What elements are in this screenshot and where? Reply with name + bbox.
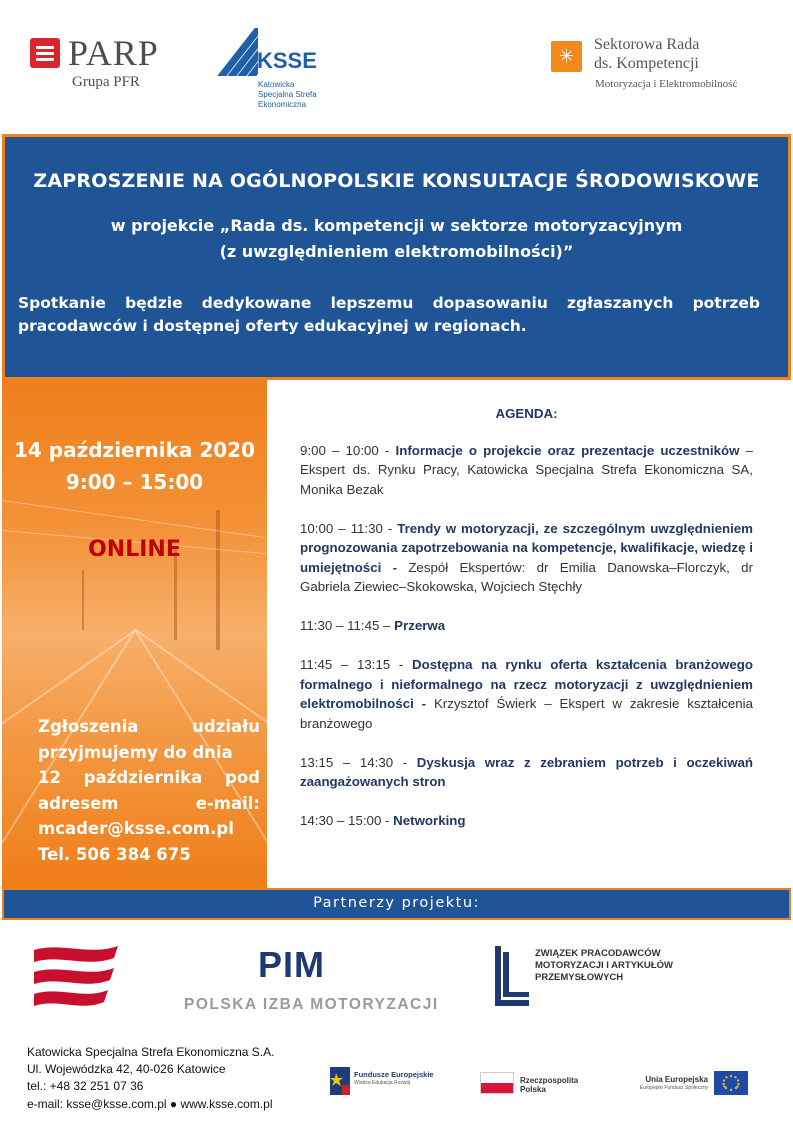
event-info-panel	[2, 380, 267, 888]
agenda-item	[300, 655, 753, 733]
rp-line1: Rzeczpospolita	[520, 1076, 579, 1085]
address-company: Katowicka Specjalna Strefa Ekonomiczna S.A.	[27, 1045, 275, 1059]
ksse-name: KSSE	[257, 48, 317, 73]
agenda-item	[300, 519, 753, 597]
address-phone: tel.: +48 32 251 07 36	[27, 1079, 144, 1094]
rzeczpospolita-logo	[480, 1072, 590, 1096]
rada-name-line1: Sektorowa Rada	[594, 36, 700, 53]
polish-flag-icon	[480, 1072, 514, 1094]
ksse-stripes-icon	[214, 24, 258, 84]
registration-line4: adresem e-mail:	[38, 793, 260, 813]
ksse-subtitle: Katowicka Specjalna Strefa Ekonomiczna	[258, 80, 317, 109]
agenda-time: 9:00 – 10:00 -	[300, 442, 396, 458]
agenda-speaker: – Ekspert ds. Rynku Pracy, Katowicka Specjalna Strefa Ekonomiczna SA, Monika Bezak	[300, 442, 753, 497]
event-mode: ONLINE	[88, 537, 181, 562]
agenda-item	[300, 753, 753, 792]
agenda-time: 10:00 – 11:30 -	[300, 520, 398, 536]
address-street: Ul. Wojewódzka 42, 40-026 Katowice	[27, 1062, 226, 1077]
address-contact[interactable]: e-mail: ksse@ksse.com.pl ● www.ksse.com.pl	[27, 1096, 273, 1111]
agenda-topic: Networking	[393, 813, 466, 828]
agenda-time: 13:15 – 14:30 -	[300, 754, 417, 770]
agenda-time: 11:30 – 11:45 –	[300, 618, 395, 633]
pim-logo	[180, 944, 439, 1016]
agenda-item	[300, 811, 753, 831]
agenda	[300, 404, 753, 850]
parp-name: PARP	[68, 33, 159, 73]
agenda-topic: Przerwa	[394, 618, 446, 633]
parp-mark-icon	[30, 38, 60, 68]
registration-phone: Tel. 506 384 675	[38, 844, 191, 864]
agenda-speaker: Zespół Ekspertów: dr Emilia Danowska–Florczyk, dr Gabriela Ziewiec–Skokowska, Wojciech Stęchły	[300, 559, 753, 594]
rp-line2: Polska	[520, 1085, 546, 1094]
rada-subtitle: Motoryzacja i Elektromobilność	[595, 78, 738, 90]
fe-subtitle: Wiedza Edukacja Rozwój	[354, 1080, 411, 1086]
registration-email-link[interactable]: mcader@ksse.com.pl	[38, 819, 234, 838]
agenda-topic: Informacje o projekcie oraz prezentacje uczestników	[395, 442, 740, 458]
banner-subtitle-line1: w projekcie „Rada ds. kompetencji w sektorze motoryzacyjnym	[110, 216, 683, 235]
rada-name-line2: ds. Kompetencji	[594, 55, 699, 72]
agenda-time: 11:45 – 13:15 -	[300, 657, 412, 672]
banner-subtitle-line2: (z uwzględnieniem elektromobilności)”	[219, 242, 574, 261]
agenda-topic: Trendy w motoryzacji, ze szczególnym uwzględnieniem prognozowania zapotrzebowania na kompetencje, kwalifikacje, wiedzę i umiejętności -	[300, 520, 753, 575]
zpm-logo	[493, 944, 683, 1008]
ksse-address	[27, 1044, 274, 1113]
agenda-time: 14:30 – 15:00 -	[300, 813, 394, 828]
banner-title: ZAPROSZENIE NA OGÓLNOPOLSKIE KONSULTACJE ŚRODOWISKOWE	[33, 170, 760, 192]
registration-line1: Zgłoszenia udziału	[38, 717, 260, 736]
eu-name: Unia Europejska	[645, 1075, 708, 1084]
pim-subtitle: POLSKA IZBA MOTORYZACJI	[184, 996, 439, 1013]
fundusze-europejskie-logo	[330, 1067, 440, 1097]
rada-mark-icon: ✳	[551, 41, 582, 72]
fe-name: Fundusze Europejskie	[354, 1070, 434, 1079]
agenda-title: AGENDA:	[495, 406, 558, 421]
fe-star-icon	[330, 1067, 350, 1095]
parp-subtitle: Grupa PFR	[72, 74, 140, 90]
zpm-mark-icon	[493, 946, 529, 1006]
eu-subtitle: Europejski Fundusz Społeczny	[639, 1085, 708, 1091]
banner-description: Spotkanie będzie dedykowane lepszemu dopasowaniu zgłaszanych potrzeb pracodawców i dostępnej oferty edukacyjnej w regionach.	[18, 294, 760, 335]
pim-name: PIM	[258, 944, 326, 985]
rada-logo	[551, 38, 766, 98]
invitation-banner	[2, 134, 791, 380]
eu-flag-icon	[714, 1071, 748, 1095]
registration-line3: 12 października pod	[38, 768, 260, 787]
ksse-logo	[214, 24, 344, 114]
partners-heading: Partnerzy projektu:	[2, 888, 791, 920]
flag-wave-logo	[30, 942, 120, 1018]
unia-europejska-logo	[636, 1071, 748, 1097]
parp-logo	[30, 34, 190, 94]
event-date: 14 października 2020	[13, 438, 255, 462]
agenda-item	[300, 441, 753, 500]
agenda-topic: Dostępna na rynku oferta kształcenia branżowego formalnego i nieformalnego na rzecz motoryzacji z uwzględnieniem elektromobilności -	[300, 657, 753, 711]
zpm-name: ZWIĄZEK PRACODAWCÓW MOTORYZACJI I ARTYKUŁÓW PRZEMYSŁOWYCH	[535, 948, 673, 983]
agenda-speaker: Krzysztof Świerk – Ekspert w zakresie kształcenia branżowego	[300, 696, 754, 731]
event-time: 9:00 – 15:00	[65, 470, 204, 494]
agenda-topic: Dyskusja wraz z zebraniem potrzeb i oczekiwań zaangażowanych stron	[300, 754, 753, 789]
registration-line2: przyjmujemy do dnia	[38, 742, 233, 762]
agenda-item	[300, 616, 753, 636]
